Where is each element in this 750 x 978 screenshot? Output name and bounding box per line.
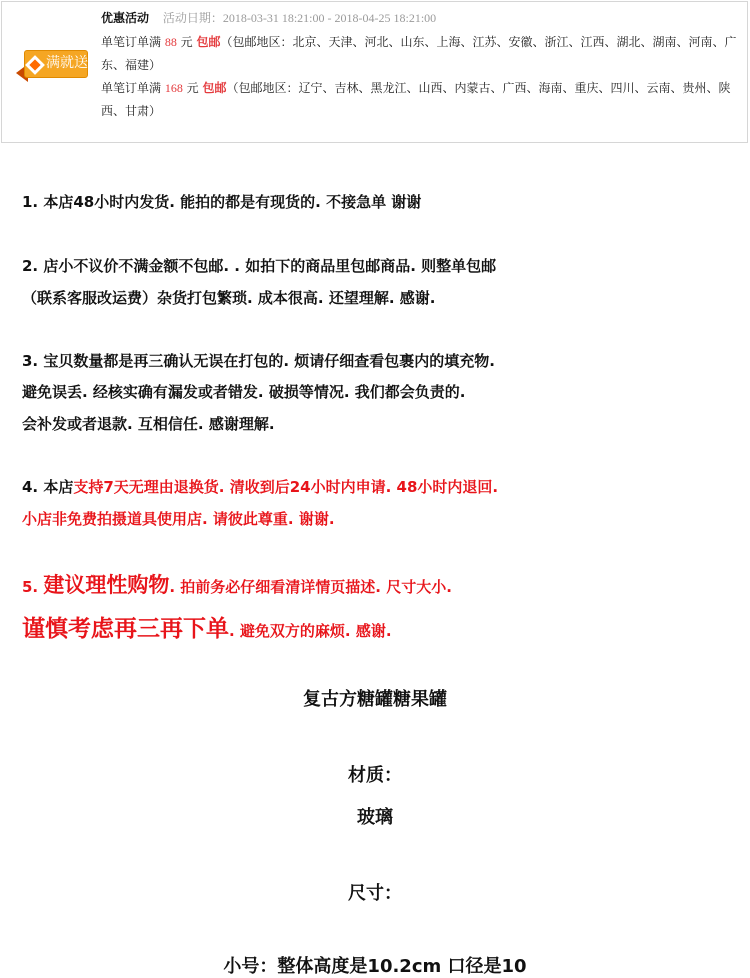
rule-unit: 元 xyxy=(180,35,193,49)
promo-box xyxy=(1,1,748,143)
promo-rule-2 xyxy=(101,77,741,123)
note-2-line-1: 2. 店小不议价不满金额不包邮. . 如拍下的商品里包邮商品. 则整单包邮 xyxy=(22,257,497,275)
rule-regions: （包邮地区：北京、天津、河北、山东、上海、江苏、安徽、浙江、江西、湖北、湖南、河南、广东、福建） xyxy=(101,35,737,72)
note-5-line-1 xyxy=(22,569,452,599)
promo-badge xyxy=(16,46,90,84)
promo-header xyxy=(101,10,436,26)
material-label: 材质： xyxy=(348,765,402,786)
size-label: 尺寸： xyxy=(348,883,402,904)
note-6-line xyxy=(22,610,392,643)
size-detail-partial: 小号：整体高度是10.2cm 口径是10 xyxy=(223,956,527,977)
promo-title: 优惠活动 xyxy=(101,11,150,25)
material-value: 玻璃 xyxy=(357,807,393,828)
rule-amount: 88 xyxy=(164,35,177,49)
rule-unit: 元 xyxy=(186,81,199,95)
note-3-line-2: 避免误丢. 经核实确有漏发或者错发. 破损等情况. 我们都会负责的. xyxy=(22,383,466,401)
note-4-prefix: 4. 本店 xyxy=(22,478,74,496)
note-1: 1. 本店48小时内发货. 能拍的都是有现货的. 不接急单 谢谢 xyxy=(22,193,422,211)
note-2-line-2: （联系客服改运费）杂货打包繁琐. 成本很高. 还望理解. 感谢. xyxy=(22,289,436,307)
rule-free-shipping: 包邮 xyxy=(202,81,227,95)
rule-prefix: 单笔订单满 xyxy=(101,81,162,95)
note-6-rest: . 避免双方的麻烦. 感谢. xyxy=(229,622,392,640)
promo-rule-1 xyxy=(101,31,741,77)
promo-date: 活动日期：2018-03-31 18:21:00 - 2018-04-25 18:21:00 xyxy=(162,11,437,25)
rule-amount: 168 xyxy=(164,81,183,95)
note-5-number: 5. xyxy=(22,578,39,596)
rule-regions: （包邮地区：辽宁、吉林、黑龙江、山西、内蒙古、广西、海南、重庆、四川、云南、贵州、陕西、甘肃） xyxy=(101,81,731,118)
note-5-rest: . 拍前务必仔细看清详情页描述. 尺寸大小. xyxy=(169,578,452,596)
note-6-emphasis: 谨慎考虑再三再下单 xyxy=(22,616,229,642)
note-4-highlight: 支持7天无理由退换货. 清收到后24小时内申请. 48小时内退回. xyxy=(73,478,499,496)
rule-prefix: 单笔订单满 xyxy=(101,35,162,49)
rule-free-shipping: 包邮 xyxy=(196,35,221,49)
note-4-line-2: 小店非免费拍摄道具使用店. 请彼此尊重. 谢谢. xyxy=(22,510,335,528)
note-5-emphasis: 建议理性购物 xyxy=(43,573,170,597)
note-4-line-1 xyxy=(22,476,498,497)
note-3-line-1: 3. 宝贝数量都是再三确认无误在打包的. 烦请仔细查看包裹内的填充物. xyxy=(22,352,495,370)
note-3-line-3: 会补发或者退款. 互相信任. 感谢理解. xyxy=(22,415,275,433)
product-name: 复古方糖罐糖果罐 xyxy=(303,689,447,710)
badge-label: 满就送 xyxy=(46,55,88,71)
